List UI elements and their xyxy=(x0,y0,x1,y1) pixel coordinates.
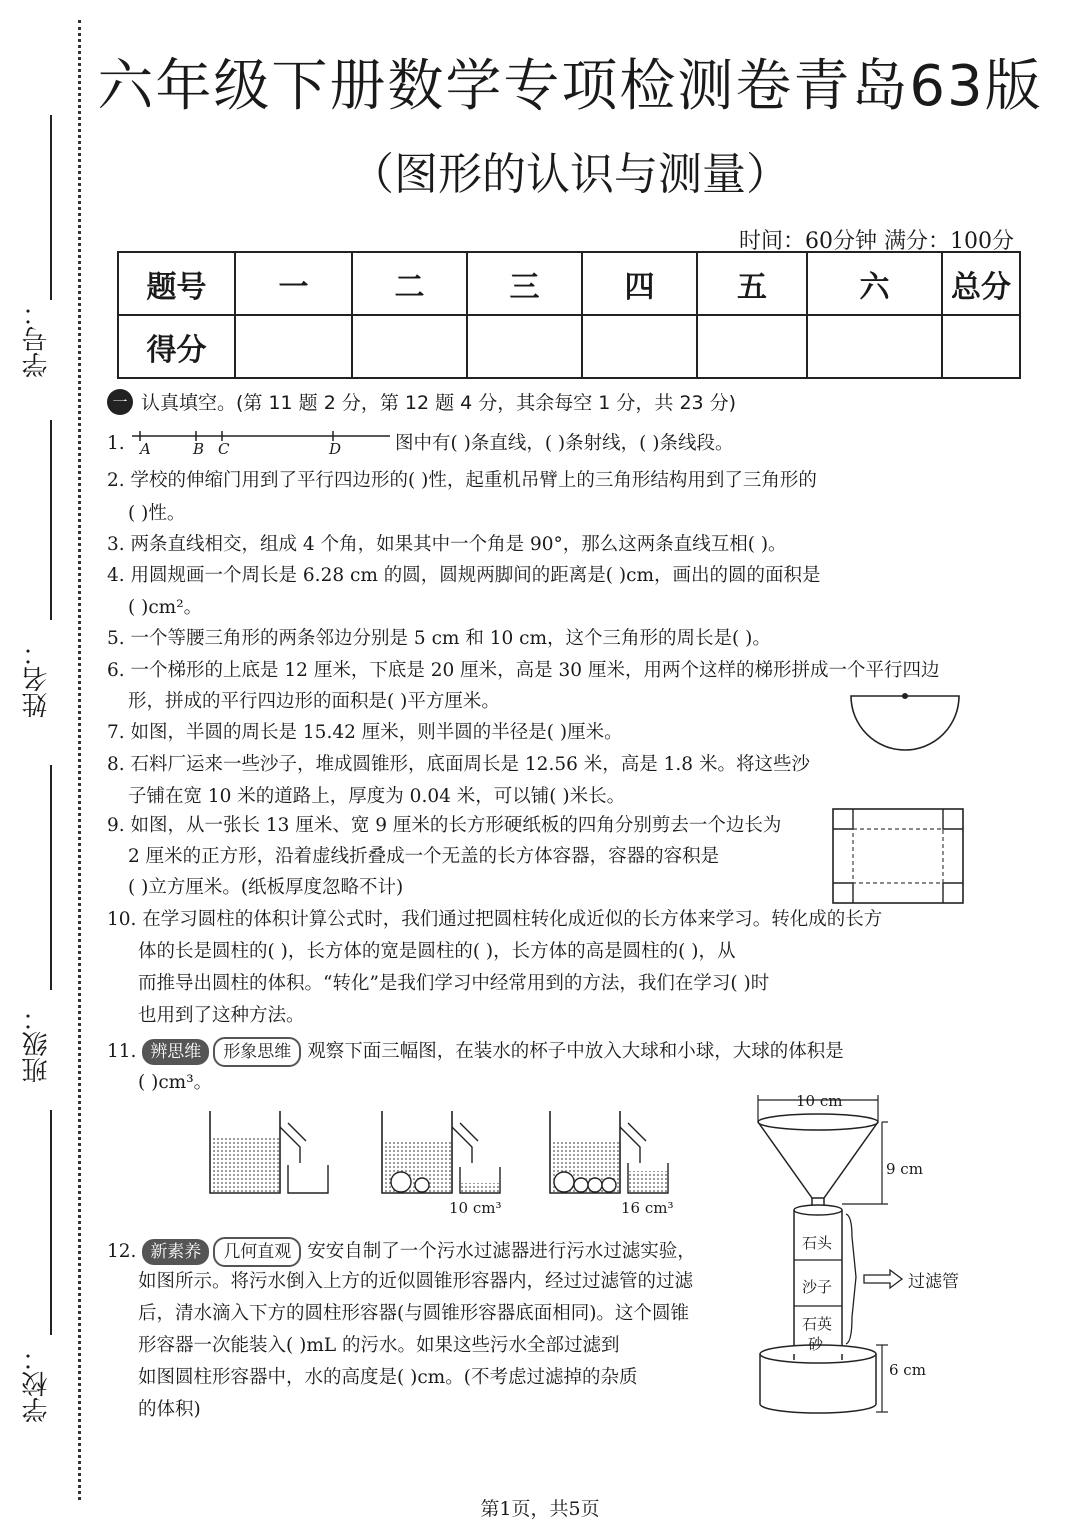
q10-line3: 而推导出圆柱的体积。“转化”是我们学习中经常用到的方法，我们在学习( )时 xyxy=(138,973,770,994)
score-cell[interactable] xyxy=(467,315,582,378)
score-header-cell: 二 xyxy=(352,252,467,315)
fold-dashed-lines xyxy=(853,829,943,883)
catch-cup3-water xyxy=(629,1171,667,1192)
cone-body xyxy=(758,1122,878,1198)
section-title: 认真填空。(第 11 题 2 分，第 12 题 4 分，其余每空 1 分，共 23 分) xyxy=(141,392,737,414)
semicircle-shape xyxy=(851,696,959,750)
layer-stone-label: 石头 xyxy=(802,1234,833,1252)
q1-text: 图中有( )条直线，( )条射线，( )条线段。 xyxy=(395,433,734,454)
q12-row xyxy=(107,1237,696,1267)
layer-quartz-sand-label: 砂 xyxy=(808,1335,824,1353)
q6-line2: 形，拼成的平行四边形的面积是( )平方厘米。 xyxy=(128,691,500,712)
page-footer: 第1页，共5页 xyxy=(480,1498,600,1520)
q6-line1: 6. 一个梯形的上底是 12 厘米，下底是 20 厘米，高是 30 厘米，用两个这样的梯形拼成一个平行四边 xyxy=(107,660,940,681)
q2-line1: 2. 学校的伸缩门用到了平行四边形的( )性，起重机吊臂上的三角形结构用到了三角形的 xyxy=(107,470,817,491)
top-width-label: 10 cm xyxy=(796,1092,843,1110)
catch-cup2-water xyxy=(461,1183,499,1192)
q9-line2: 2 厘米的正方形，沿着虚线折叠成一个无盖的长方体容器，容器的容积是 xyxy=(128,846,720,867)
q5-text: 5. 一个等腰三角形的两条邻边分别是 5 cm 和 10 cm，这个三角形的周长是( )。 xyxy=(107,628,771,649)
q12-number: 12. xyxy=(107,1241,137,1262)
cup-group-2 xyxy=(382,1111,500,1193)
q12-line1: 安安自制了一个污水过滤器进行污水过滤实验， xyxy=(307,1241,696,1262)
page-title: 六年级下册数学专项检测卷青岛63版 xyxy=(97,54,1043,119)
layer-quartz-label: 石英 xyxy=(802,1315,833,1333)
cardboard-figure xyxy=(832,808,964,904)
q8-line1: 8. 石料厂运来一些沙子，堆成圆锥形，底面周长是 12.56 米，高是 1.8 米。将这些沙 xyxy=(107,754,810,775)
score-cell[interactable] xyxy=(235,315,352,378)
score-header-cell: 四 xyxy=(582,252,697,315)
score-header-cell: 五 xyxy=(697,252,807,315)
score-row-label: 得分 xyxy=(118,315,235,378)
score-table xyxy=(117,251,1021,379)
catch-cup1-outline xyxy=(288,1165,328,1193)
class-label: 班级： xyxy=(22,1005,52,1083)
q12-line2: 如图所示。将污水倒入上方的近似圆锥形容器内，经过过滤管的过滤 xyxy=(138,1271,694,1292)
q1-point-a: A xyxy=(140,440,151,458)
small-ball xyxy=(574,1178,588,1192)
binding-dotted-line xyxy=(78,20,81,1500)
school-label: 学校： xyxy=(22,1345,52,1423)
cup2-overflow-label: 10 cm³ xyxy=(449,1199,502,1217)
cup-group-1 xyxy=(210,1111,328,1193)
score-cell[interactable] xyxy=(942,315,1020,378)
time-and-score-info: 时间：60分钟 满分：100分 xyxy=(739,229,1014,254)
score-header-cell: 总分 xyxy=(942,252,1020,315)
filter-diagram xyxy=(748,1092,888,1417)
small-ball xyxy=(602,1178,616,1192)
pipe-label: 过滤管 xyxy=(908,1272,959,1292)
score-header-cell: 三 xyxy=(467,252,582,315)
score-header-cell: 题号 xyxy=(118,252,235,315)
q1-point-d: D xyxy=(329,440,342,458)
cylinder-height-label: 6 cm xyxy=(889,1361,926,1379)
page-subtitle: （图形的认识与测量） xyxy=(350,149,790,200)
score-header-cell: 一 xyxy=(235,252,352,315)
semicircle-figure xyxy=(845,690,965,755)
q12-line3: 后，清水滴入下方的圆柱形容器(与圆锥形容器底面相同)。这个圆锥 xyxy=(138,1303,689,1324)
school-line xyxy=(50,1110,52,1335)
q1-point-b: B xyxy=(193,440,205,458)
q12-line6: 的体积) xyxy=(138,1399,201,1420)
q7-text: 7. 如图，半圆的周长是 15.42 厘米，则半圆的半径是( )厘米。 xyxy=(107,722,623,743)
q4-line2: ( )cm²。 xyxy=(128,597,203,618)
class-line xyxy=(50,765,52,990)
q11-row xyxy=(107,1037,844,1067)
section-number-badge: 一 xyxy=(107,389,133,415)
pipe-top xyxy=(794,1205,842,1215)
pipe-bracket xyxy=(846,1214,856,1344)
q3-text: 3. 两条直线相交，组成 4 个角，如果其中一个角是 90°，那么这两条直线互相( )。 xyxy=(107,534,787,555)
q12-tag-primary: 新素养 xyxy=(142,1239,209,1265)
q12-line5: 如图圆柱形容器中，水的高度是( )cm。(不考虑过滤掉的杂质 xyxy=(138,1367,638,1388)
score-cell[interactable] xyxy=(582,315,697,378)
score-table-score-row xyxy=(118,315,1020,378)
section-heading xyxy=(107,388,736,415)
cup-group-3 xyxy=(550,1111,668,1193)
q12-line4: 形容器一次能装入( )mL 的污水。如果这些污水全部过滤到 xyxy=(138,1335,620,1356)
layer-sand-label: 沙子 xyxy=(802,1278,833,1296)
score-table-header-row xyxy=(118,252,1020,315)
q1-point-c: C xyxy=(218,440,230,458)
q10-line2: 体的长是圆柱的( )，长方体的宽是圆柱的( )，长方体的高是圆柱的( )，从 xyxy=(138,941,736,962)
semicircle-center-point xyxy=(902,693,908,699)
q9-line3: ( )立方厘米。(纸板厚度忽略不计) xyxy=(128,877,404,898)
q11-line1: 观察下面三幅图，在装水的杯子中放入大球和小球，大球的体积是 xyxy=(307,1041,844,1062)
cup3-overflow-label: 16 cm³ xyxy=(621,1199,674,1217)
cone-top-ellipse xyxy=(758,1114,878,1130)
q4-line1: 4. 用圆规画一个周长是 6.28 cm 的圆，圆规两脚间的距离是( )cm，画出的圆的面积是 xyxy=(107,565,821,586)
q8-line2: 子铺在宽 10 米的道路上，厚度为 0.04 米，可以铺( )米长。 xyxy=(128,786,626,807)
name-line xyxy=(50,420,52,620)
q11-number: 11. xyxy=(107,1041,137,1062)
q9-line1: 9. 如图，从一张长 13 厘米、宽 9 厘米的长方形硬纸板的四角分别剪去一个边长为 xyxy=(107,815,782,836)
q1-line-diagram xyxy=(128,428,393,462)
q1-number: 1. xyxy=(107,433,125,454)
small-ball xyxy=(588,1178,602,1192)
hollow-arrow-icon xyxy=(862,1268,906,1290)
cone-height-label: 9 cm xyxy=(886,1160,923,1178)
q2-line2: ( )性。 xyxy=(128,503,186,524)
q11-tag-primary: 辨思维 xyxy=(142,1039,209,1065)
score-cell[interactable] xyxy=(807,315,942,378)
student-id-label: 学号： xyxy=(22,300,52,378)
big-ball xyxy=(554,1172,574,1192)
name-label: 姓名： xyxy=(22,640,52,718)
q11-line2: ( )cm³。 xyxy=(138,1072,213,1093)
small-ball xyxy=(415,1178,429,1192)
cup1-water xyxy=(211,1137,279,1192)
score-header-cell: 六 xyxy=(807,252,942,315)
q11-tag-secondary: 形象思维 xyxy=(213,1037,301,1067)
cups-figure xyxy=(200,1105,690,1197)
score-cell[interactable] xyxy=(352,315,467,378)
q10-line1: 10. 在学习圆柱的体积计算公式时，我们通过把圆柱转化成近似的长方体来学习。转化成的长方 xyxy=(107,909,883,930)
q12-tag-secondary: 几何直观 xyxy=(213,1237,301,1267)
score-cell[interactable] xyxy=(697,315,807,378)
big-ball xyxy=(391,1172,411,1192)
q10-line4: 也用到了这种方法。 xyxy=(138,1005,305,1026)
